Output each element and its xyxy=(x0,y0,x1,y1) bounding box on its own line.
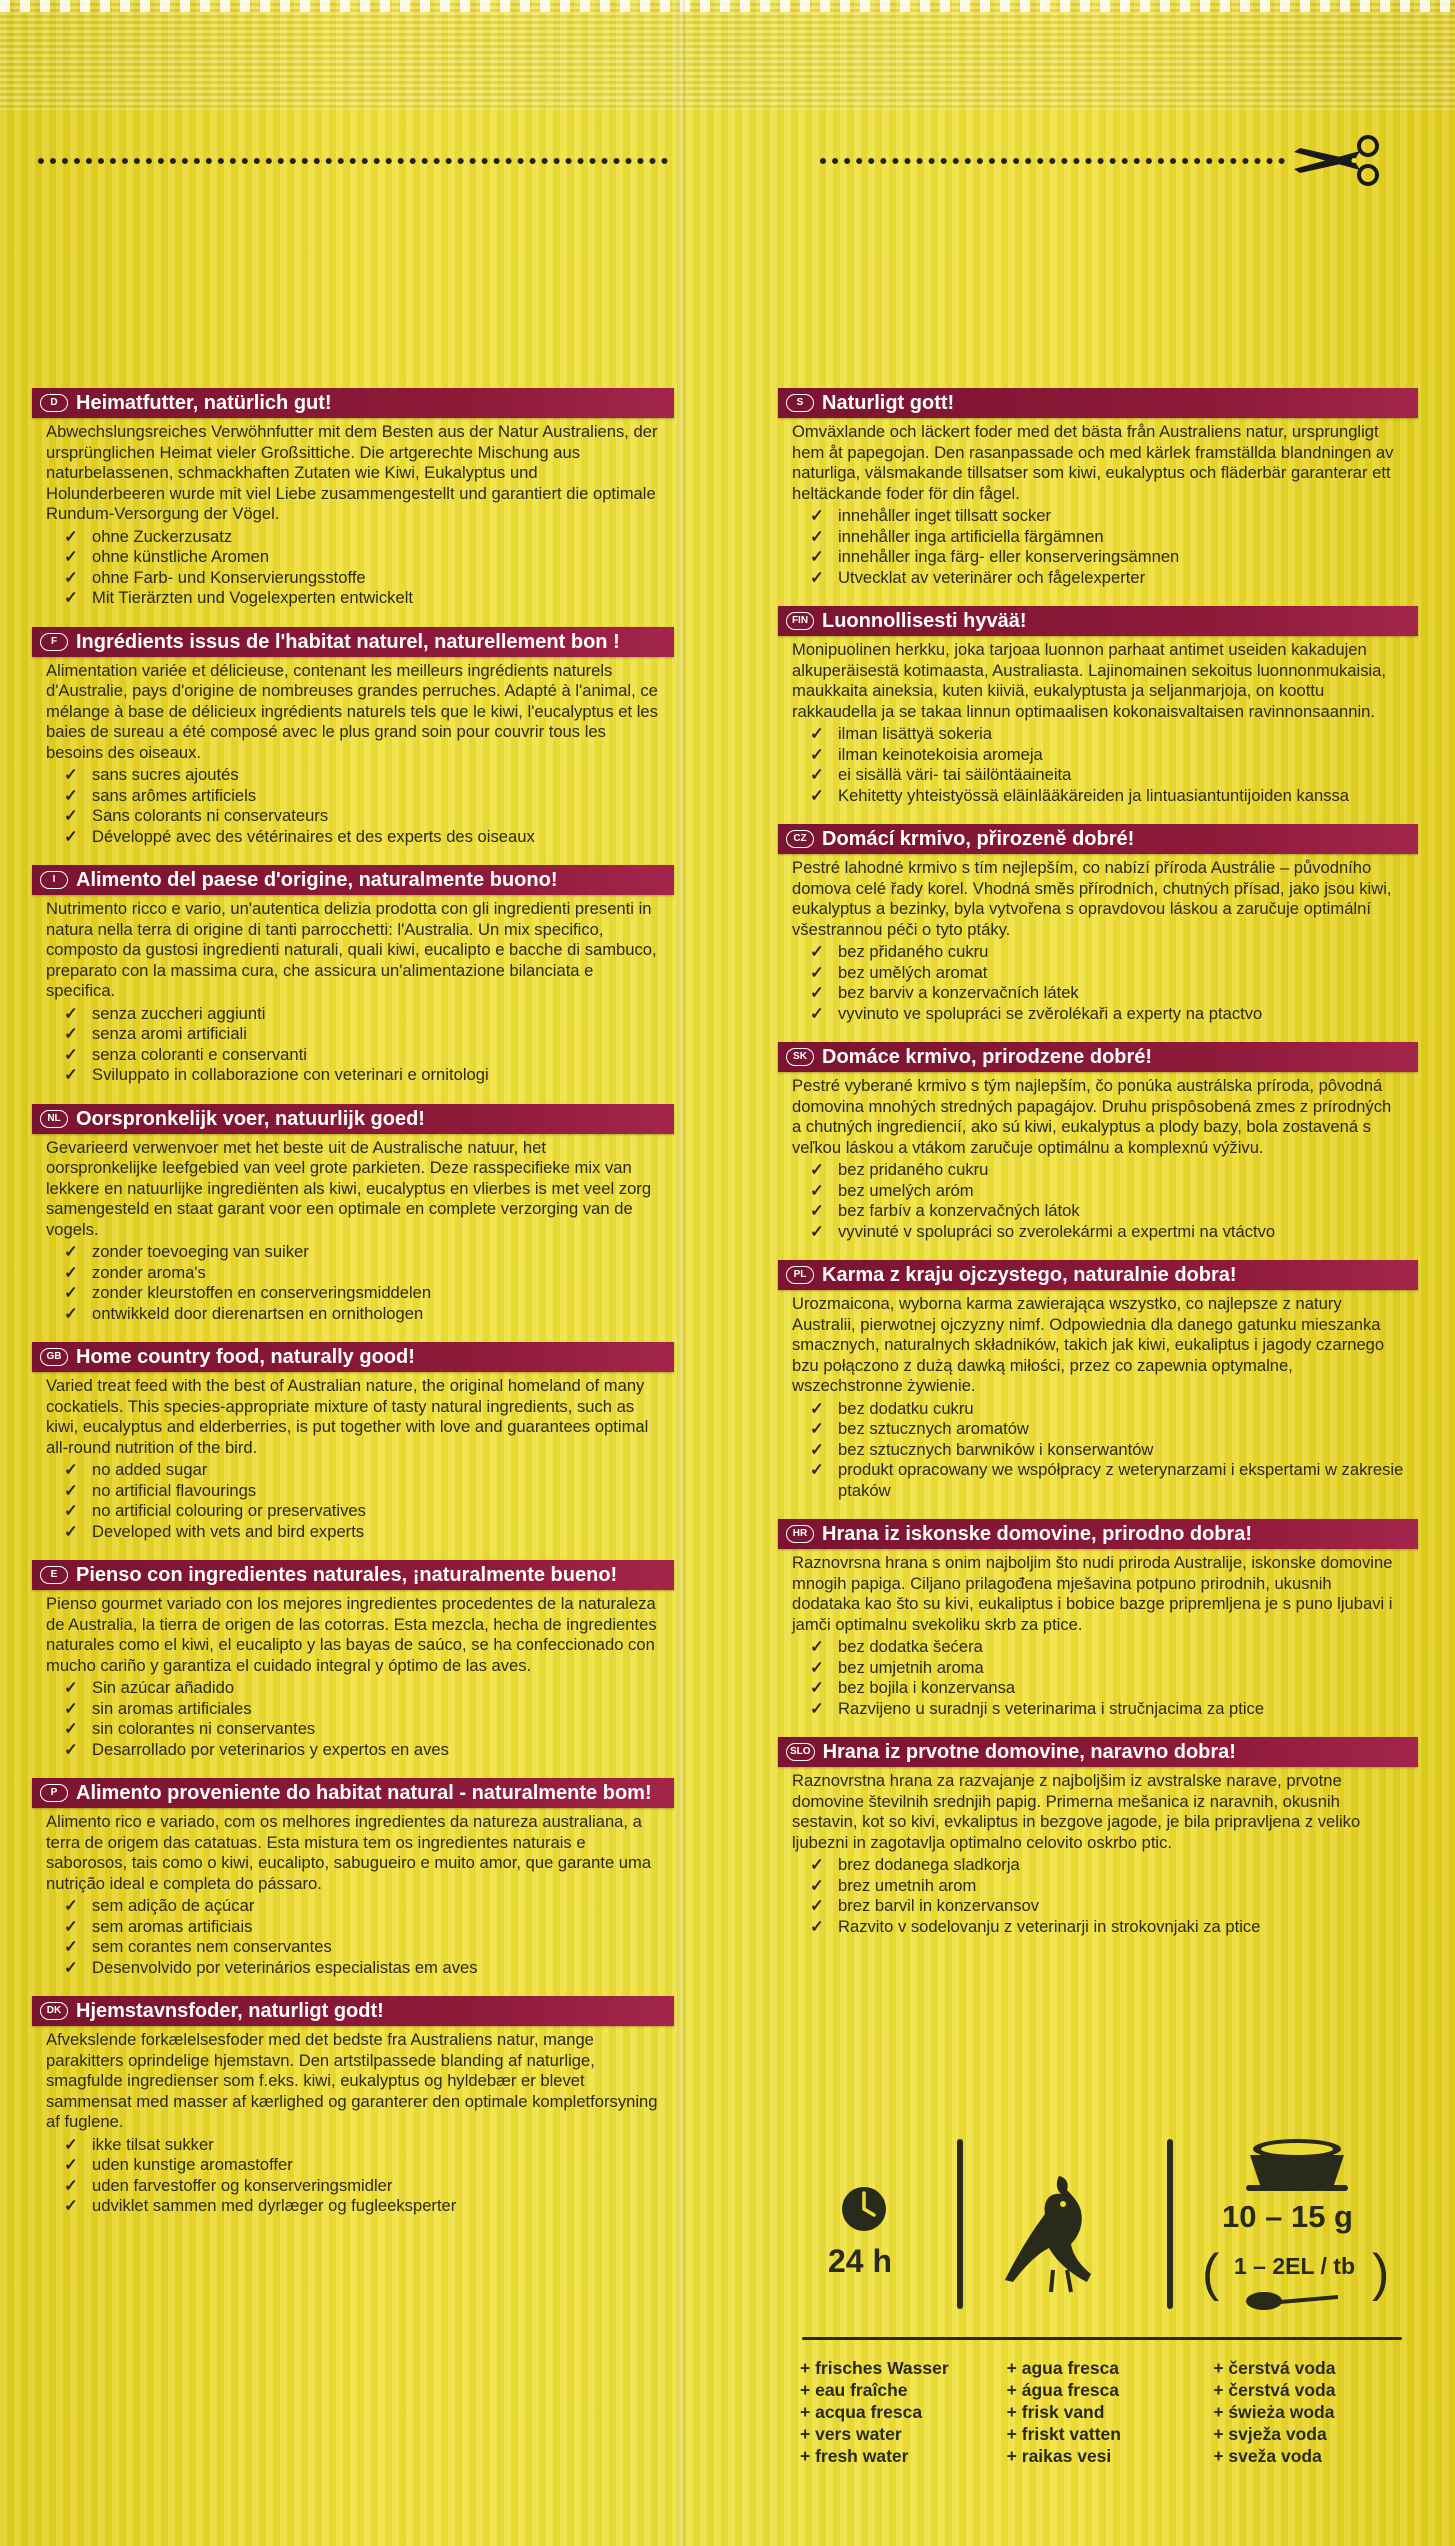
bracket-left: ( xyxy=(1202,2244,1220,2302)
water-label: + fresh water xyxy=(800,2446,909,2466)
section-title: Karma z kraju ojczystego, naturalnie dobra! xyxy=(822,1264,1237,1286)
section-header xyxy=(32,1104,674,1134)
feature-list xyxy=(792,1160,1404,1242)
section-title: Home country food, naturally good! xyxy=(76,1346,415,1368)
feature-list xyxy=(46,527,660,609)
country-code-badge: SLO xyxy=(786,1743,815,1761)
feature-item: ✓ Razvijeno u suradnji s veterinarima i stručnjacima za ptice xyxy=(810,1699,1404,1720)
section-title: Luonnollisesti hyvää! xyxy=(822,610,1027,632)
water-label: + acqua fresca xyxy=(800,2402,923,2422)
section-title: Hrana iz prvotne domovine, naravno dobra! xyxy=(822,1741,1236,1763)
section-body xyxy=(778,636,1418,806)
right-language-column xyxy=(778,388,1418,1955)
spoon-amount: 1 – 2EL / tb xyxy=(1234,2253,1356,2279)
feature-item: ✓ no added sugar xyxy=(64,1460,660,1481)
water-label: + água fresca xyxy=(1006,2380,1120,2400)
feature-item: ✓ senza aromi artificiali xyxy=(64,1024,660,1045)
feeding-amount: 10 – 15 g xyxy=(1222,2199,1353,2234)
language-section-s xyxy=(778,388,1418,588)
feature-list xyxy=(792,724,1404,806)
feature-item: ✓ ikke tilsat sukker xyxy=(64,2135,660,2156)
country-code-badge: GB xyxy=(40,1348,68,1366)
language-section-fin xyxy=(778,606,1418,806)
section-body xyxy=(32,1134,674,1325)
section-header xyxy=(32,1342,674,1372)
language-section-sk xyxy=(778,1042,1418,1242)
feeding-instructions xyxy=(782,2125,1426,2545)
country-code-badge: S xyxy=(786,394,814,412)
section-title: Pienso con ingredientes naturales, ¡naturalmente bueno! xyxy=(76,1564,618,1586)
section-description: Varied treat feed with the best of Australian nature, the original homeland of many cockatiels. This species-appropriate mixture of tasty natural ingredients, such as kiwi, eucalyptus and elderberries, is put together with love and guarantees optimal all-round nutrition of the bird. xyxy=(46,1376,649,1457)
section-title: Domácí krmivo, přirozeně dobré! xyxy=(822,828,1135,850)
scissors-icon xyxy=(1290,133,1385,188)
water-label: + raikas vesi xyxy=(1006,2446,1112,2466)
section-description: Alimento rico e variado, com os melhores ingredientes da natureza australiana, a terra de origem das catatuas. Esta mistura tem os ingredientes naturais e saborosos, tais como o kiwi, eucalipto, sabugueiro e muito amor, que garante uma nutrição ideal e completa do pássaro. xyxy=(46,1812,652,1893)
feature-item: ✓ no artificial colouring or preservatives xyxy=(64,1501,660,1522)
section-header xyxy=(32,1560,674,1590)
feature-item: ✓ Sin azúcar añadido xyxy=(64,1678,660,1699)
feature-list xyxy=(792,506,1404,588)
feature-item: ✓ Desenvolvido por veterinários especialistas em aves xyxy=(64,1958,660,1979)
cut-line-left xyxy=(38,158,668,164)
language-section-p xyxy=(32,1778,674,1978)
language-section-i xyxy=(32,865,674,1086)
feature-item: ✓ Developed with vets and bird experts xyxy=(64,1522,660,1543)
feature-item: ✓ Mit Tierärzten und Vogelexperten entwickelt xyxy=(64,588,660,609)
language-section-cz xyxy=(778,824,1418,1024)
language-section-dk xyxy=(32,1996,674,2217)
feature-item: ✓ Sviluppato in collaborazione con veterinari e ornitologi xyxy=(64,1065,660,1086)
section-header xyxy=(32,1996,674,2026)
feature-list xyxy=(46,2135,660,2217)
country-code-badge: DK xyxy=(40,2002,68,2020)
feature-item: ✓ bez dodatka šećera xyxy=(810,1637,1404,1658)
section-body xyxy=(32,2026,674,2217)
feature-item: ✓ Razvito v sodelovanju z veterinarji in strokovnjaki za ptice xyxy=(810,1917,1404,1938)
language-section-hr xyxy=(778,1519,1418,1719)
feature-item: ✓ bez dodatku cukru xyxy=(810,1399,1404,1420)
water-label: + sveža voda xyxy=(1213,2446,1322,2466)
section-title: Oorspronkelijk voer, natuurlijk goed! xyxy=(76,1107,425,1130)
feature-list xyxy=(46,1460,660,1542)
clock-icon xyxy=(840,2185,888,2233)
feature-item: ✓ Utvecklat av veterinärer och fågelexperter xyxy=(810,568,1404,589)
water-instructions xyxy=(800,2357,1420,2467)
feature-item: ✓ sem aromas artificiais xyxy=(64,1917,660,1938)
section-header xyxy=(778,1042,1418,1072)
package-serrated-edge xyxy=(0,0,1455,12)
feature-item: ✓ Kehitetty yhteistyössä eläinlääkäreiden ja lintuasiantuntijoiden kanssa xyxy=(810,786,1404,807)
feature-item: ✓ ohne künstliche Aromen xyxy=(64,547,660,568)
feature-list xyxy=(46,765,660,847)
feature-item: ✓ Développé avec des vétérinaires et des experts des oiseaux xyxy=(64,827,660,848)
section-body xyxy=(32,895,674,1086)
language-section-nl xyxy=(32,1104,674,1325)
section-body xyxy=(778,1767,1418,1937)
water-label: + čerstvá voda xyxy=(1213,2358,1336,2378)
feature-item: ✓ sin aromas artificiales xyxy=(64,1699,660,1720)
section-header xyxy=(32,865,674,895)
section-description: Nutrimento ricco e vario, un'autentica delizia prodotta con gli ingredienti presenti in natura nella terra di origine di tanti parrocchetti: l'Australia. Un mix specifico, composto da gustosi ingredienti naturali, quali kiwi, eucalipto e bacche di sambuco, preparato con la massima cura, che assicura un'alimentazione bilanciata e specifica. xyxy=(46,899,657,1000)
section-description: Abwechslungsreiches Verwöhnfutter mit dem Besten aus der Natur Australiens, der ursprünglichen Heimat vieler Großsittiche. Die artgerechte Mischung aus naturbelassenen, schmackhaften Zutaten wie Kiwi, Eukalyptus und Holunderbeeren wurde mit viel Liebe zusammengestellt und garantiert die optimale Rundum-Versorgung der Vögel. xyxy=(46,422,658,523)
feature-item: ✓ udviklet sammen med dyrlæger og fugleeksperter xyxy=(64,2196,660,2217)
section-body xyxy=(32,1590,674,1760)
section-title: Alimento proveniente do habitat natural - naturalmente bom! xyxy=(76,1782,652,1804)
feeding-icons-row xyxy=(782,2125,1426,2345)
feature-item: ✓ bez pridaného cukru xyxy=(810,1160,1404,1181)
country-code-badge: CZ xyxy=(786,830,814,848)
feature-item: ✓ innehåller inga artificiella färgämnen xyxy=(810,527,1404,548)
feature-item: ✓ bez sztucznych barwników i konserwantów xyxy=(810,1440,1404,1461)
section-header xyxy=(778,1519,1418,1549)
feature-item: ✓ produkt opracowany we współpracy z weterynarzami i ekspertami w zakresie ptaków xyxy=(810,1460,1404,1501)
spoon-icon xyxy=(1242,2285,1342,2315)
section-description: Gevarieerd verwenvoer met het beste uit de Australische natuur, het oorspronkelijke leefgebied van veel grote parkieten. Deze rasspecifieke mix van lekkere en natuurlijke ingrediënten als kiwi, eucalyptus en vlierbes is met veel zorg samengesteld en staat garant voor een optimale en complete verzorging van de vogels. xyxy=(46,1137,652,1239)
section-body xyxy=(778,1549,1418,1719)
feature-item: ✓ Desarrollado por veterinarios y expertos en aves xyxy=(64,1740,660,1761)
feature-item: ✓ sem corantes nem conservantes xyxy=(64,1937,660,1958)
feature-list xyxy=(792,1855,1404,1937)
water-column xyxy=(1213,2357,1420,2467)
cut-line-right xyxy=(820,158,1285,164)
feature-item: ✓ senza coloranti e conservanti xyxy=(64,1045,660,1066)
water-label: + świeża woda xyxy=(1213,2402,1335,2422)
divider xyxy=(1167,2139,1173,2309)
section-title: Ingrédients issus de l'habitat naturel, naturellement bon ! xyxy=(76,630,620,653)
section-header xyxy=(32,388,674,418)
feature-item: ✓ vyvinuté v spolupráci so zverolekármi a expertmi na vtáctvo xyxy=(810,1222,1404,1243)
section-title: Hjemstavnsfoder, naturligt godt! xyxy=(76,2000,384,2022)
country-code-badge: P xyxy=(40,1784,68,1802)
feature-item: ✓ Sans colorants ni conservateurs xyxy=(64,806,660,827)
section-description: Alimentation variée et délicieuse, contenant les meilleurs ingrédients naturels d'Australie, pays d'origine de nombreuses grandes perruches. Adapté à l'animal, ce mélange à base de délicieux ingrédients naturels tels que le kiwi, l'eucalyptus et les baies de sureau a été composé avec le plus grand soin pour couvrir tous les besoins des oiseaux. xyxy=(46,660,658,762)
country-code-badge: NL xyxy=(40,1110,68,1128)
section-body xyxy=(32,1372,674,1542)
feature-list xyxy=(46,1004,660,1086)
feature-item: ✓ senza zuccheri aggiunti xyxy=(64,1004,660,1025)
water-column xyxy=(800,2357,1007,2467)
feature-item: ✓ bez sztucznych aromatów xyxy=(810,1419,1404,1440)
feature-list xyxy=(46,1242,660,1324)
divider xyxy=(957,2139,963,2309)
water-label: + vers water xyxy=(800,2424,902,2444)
feature-item: ✓ no artificial flavourings xyxy=(64,1481,660,1502)
feature-item: ✓ bez bojila i konzervansa xyxy=(810,1678,1404,1699)
section-body xyxy=(778,418,1418,588)
feature-list xyxy=(792,942,1404,1024)
feature-item: ✓ bez umjetnih aroma xyxy=(810,1658,1404,1679)
section-header xyxy=(778,824,1418,854)
section-description: Raznovrsna hrana s onim najboljim što nudi priroda Australije, iskonske domovine mnogih papiga. Ciljano prilagođena mješavina potpuno prirodnih, ukusnih dodataka kao što su kivi, eukaliptus i bobice bazge pripremljena je s puno ljubavi i jamči optimalnu svekoliku skrb za ptice. xyxy=(792,1553,1393,1634)
feature-item: ✓ ontwikkeld door dierenartsen en ornithologen xyxy=(64,1304,660,1325)
section-description: Urozmaicona, wyborna karma zawierająca wszystko, co najlepsze z natury Australii, pierwotnej ojczyzny nimf. Odpowiednia dla danego gatunku mieszanka smacznych, naturalnych składników, takich jak kiwi, eukaliptus i jagody czarnego bzu połączono z dużą dawką miłości, przez co zapewnia optymalne, wszechstronne żywienie. xyxy=(792,1294,1385,1395)
section-body xyxy=(778,1072,1418,1242)
water-label: + frisk vand xyxy=(1006,2402,1105,2422)
package-top-ribs xyxy=(0,0,1455,110)
language-section-slo xyxy=(778,1737,1418,1937)
section-description: Pienso gourmet variado con los mejores ingredientes procedentes de la naturaleza de Australia, la tierra de origen de las cotorras. Esta mezcla, hecha de ingredientes naturales como el kiwi, el eucalipto y las bayas de saúco, se ha confeccionado con mucho cariño y garantiza el cuidado integral y óptimo de las aves. xyxy=(46,1594,657,1675)
water-label: + čerstvá voda xyxy=(1213,2380,1336,2400)
feature-list xyxy=(46,1896,660,1978)
feature-item: ✓ bez farbív a konzervačných látok xyxy=(810,1201,1404,1222)
country-code-badge: E xyxy=(40,1566,68,1584)
section-title: Alimento del paese d'origine, naturalmente buono! xyxy=(76,869,558,891)
water-label: + agua fresca xyxy=(1006,2358,1120,2378)
country-code-badge: PL xyxy=(786,1266,814,1284)
section-header xyxy=(778,606,1418,636)
water-column xyxy=(1007,2357,1214,2467)
section-header xyxy=(778,1260,1418,1290)
language-section-pl xyxy=(778,1260,1418,1501)
feature-item: ✓ bez umělých aromat xyxy=(810,963,1404,984)
country-code-badge: F xyxy=(40,633,68,651)
feature-item: ✓ bez barviv a konzervačních látek xyxy=(810,983,1404,1004)
feature-item: ✓ zonder kleurstoffen en conserveringsmiddelen xyxy=(64,1283,660,1304)
feature-item: ✓ brez barvil in konzervansov xyxy=(810,1896,1404,1917)
country-code-badge: D xyxy=(40,394,68,412)
country-code-badge: FIN xyxy=(786,612,814,630)
section-header xyxy=(778,388,1418,418)
language-section-e xyxy=(32,1560,674,1760)
feature-item: ✓ vyvinuto ve spolupráci se zvěrolékaři a experty na ptactvo xyxy=(810,1004,1404,1025)
water-label: + eau fraîche xyxy=(800,2380,908,2400)
feature-item: ✓ sin colorantes ni conservantes xyxy=(64,1719,660,1740)
cockatiel-icon xyxy=(997,2170,1107,2300)
section-description: Afvekslende forkælelsesfoder med det bedste fra Australiens natur, mange parakitters oprindelige hjemstavn. Den artstilpassede blanding af naturlige, smagfulde ingredienser som f.eks. kiwi, eukalyptus og hyldebær er blevet sammensat med masser af kærlighed og garanterer den optimale kompletforsyning af fuglene. xyxy=(46,2030,658,2131)
feature-item: ✓ ilman keinotekoisia aromeja xyxy=(810,745,1404,766)
feature-list xyxy=(46,1678,660,1760)
water-label: + frisches Wasser xyxy=(800,2358,949,2378)
language-section-gb xyxy=(32,1342,674,1542)
section-description: Pestré lahodné krmivo s tím nejlepším, co nabízí příroda Austrálie – původního domova celé řady korel. Vhodná směs přírodních, chutných přísad, jako jsou kiwi, eukalyptus a bezinky, byla vytvořena s opravdovou láskou a zaručuje optimální všestrannou péči o tyto ptáky. xyxy=(792,858,1392,939)
section-body xyxy=(778,1290,1418,1501)
section-body xyxy=(32,1808,674,1978)
feature-item: ✓ brez umetnih arom xyxy=(810,1876,1404,1897)
feature-item: ✓ sans arômes artificiels xyxy=(64,786,660,807)
country-code-badge: HR xyxy=(786,1525,814,1543)
feeding-interval: 24 h xyxy=(828,2243,893,2279)
feature-item: ✓ ohne Zuckerzusatz xyxy=(64,527,660,548)
water-label: + svježa voda xyxy=(1213,2424,1327,2444)
feature-item: ✓ bez umelých aróm xyxy=(810,1181,1404,1202)
feature-list xyxy=(792,1399,1404,1502)
feature-item: ✓ zonder aroma's xyxy=(64,1263,660,1284)
feature-item: ✓ ohne Farb- und Konservierungsstoffe xyxy=(64,568,660,589)
bracket-right: ) xyxy=(1372,2244,1390,2302)
section-body xyxy=(32,657,674,848)
section-header xyxy=(778,1737,1418,1767)
feature-list xyxy=(792,1637,1404,1719)
left-language-column xyxy=(32,388,674,2235)
country-code-badge: I xyxy=(40,871,68,889)
bowl-icon xyxy=(1242,2135,1352,2195)
feature-item: ✓ sans sucres ajoutés xyxy=(64,765,660,786)
country-code-badge: SK xyxy=(786,1048,814,1066)
feature-item: ✓ uden farvestoffer og konserveringsmidler xyxy=(64,2176,660,2197)
section-description: Omväxlande och läckert foder med det bästa från Australiens natur, ursprungligt hem åt papegojan. Den rasanpassade och med kärlek framställda blandningen av naturliga, välsmakande tillsatser som kiwi, eukalyptus och fläderbär garanterar ett heltäckande foder för din fågel. xyxy=(792,422,1394,503)
feature-item: ✓ ei sisällä väri- tai säilöntäaineita xyxy=(810,765,1404,786)
section-title: Domáce krmivo, prirodzene dobré! xyxy=(822,1046,1153,1068)
section-description: Raznovrstna hrana za razvajanje z najboljšim iz avstralske narave, prvotne domovine številnih srednjih papig. Primerna mešanica iz naravnih, okusnih sestavin, kot so kivi, evkaliptus in bezgove jagode, je bila pripravljena z veliko ljubezni in zagotavlja optimalno celovito oskrbo ptic. xyxy=(792,1771,1361,1852)
water-label: + friskt vatten xyxy=(1006,2424,1121,2444)
feature-item: ✓ innehåller inga färg- eller konserveringsämnen xyxy=(810,547,1404,568)
section-header xyxy=(32,1778,674,1808)
section-title: Heimatfutter, natürlich gut! xyxy=(76,392,332,414)
feature-item: ✓ uden kunstige aromastoffer xyxy=(64,2155,660,2176)
feature-item: ✓ sem adição de açúcar xyxy=(64,1896,660,1917)
language-section-f xyxy=(32,627,674,848)
section-title: Hrana iz iskonske domovine, prirodno dobra! xyxy=(822,1523,1253,1545)
feature-item: ✓ ilman lisättyä sokeria xyxy=(810,724,1404,745)
divider-line xyxy=(802,2337,1402,2340)
feature-item: ✓ bez přidaného cukru xyxy=(810,942,1404,963)
language-section-d xyxy=(32,388,674,609)
feature-item: ✓ zonder toevoeging van suiker xyxy=(64,1242,660,1263)
section-title: Naturligt gott! xyxy=(822,392,955,414)
feature-item: ✓ innehåller inget tillsatt socker xyxy=(810,506,1404,527)
section-description: Pestré vyberané krmivo s tým najlepším, čo ponúka austrálska príroda, pôvodná domovina mnohých stredných papagájov. Druhu prispôsobená zmes z prírodných a chutných ingrediencií, ako sú kiwi, eukalyptus a plody bazy, bola zostavená s veľkou láskou a vtákom zaručuje optimálnu a komplexnú výživu. xyxy=(792,1076,1392,1157)
section-header xyxy=(32,627,674,657)
package-center-seam xyxy=(677,0,685,2546)
feature-item: ✓ brez dodanega sladkorja xyxy=(810,1855,1404,1876)
section-body xyxy=(778,854,1418,1024)
section-body xyxy=(32,418,674,609)
section-description: Monipuolinen herkku, joka tarjoaa luonnon parhaat antimet useiden kakadujen alkuperäisestä kotimaasta, Australiasta. Lajinomainen sekoitus luonnonmukaisia, maukkaita aineksia, kuten kiiviä, eukalyptusta ja seljanmarjoja, on koottu rakkaudella ja se takaa linnun optimaalisen kokonaisvaltaisen ravinnonsaannin. xyxy=(792,640,1387,721)
